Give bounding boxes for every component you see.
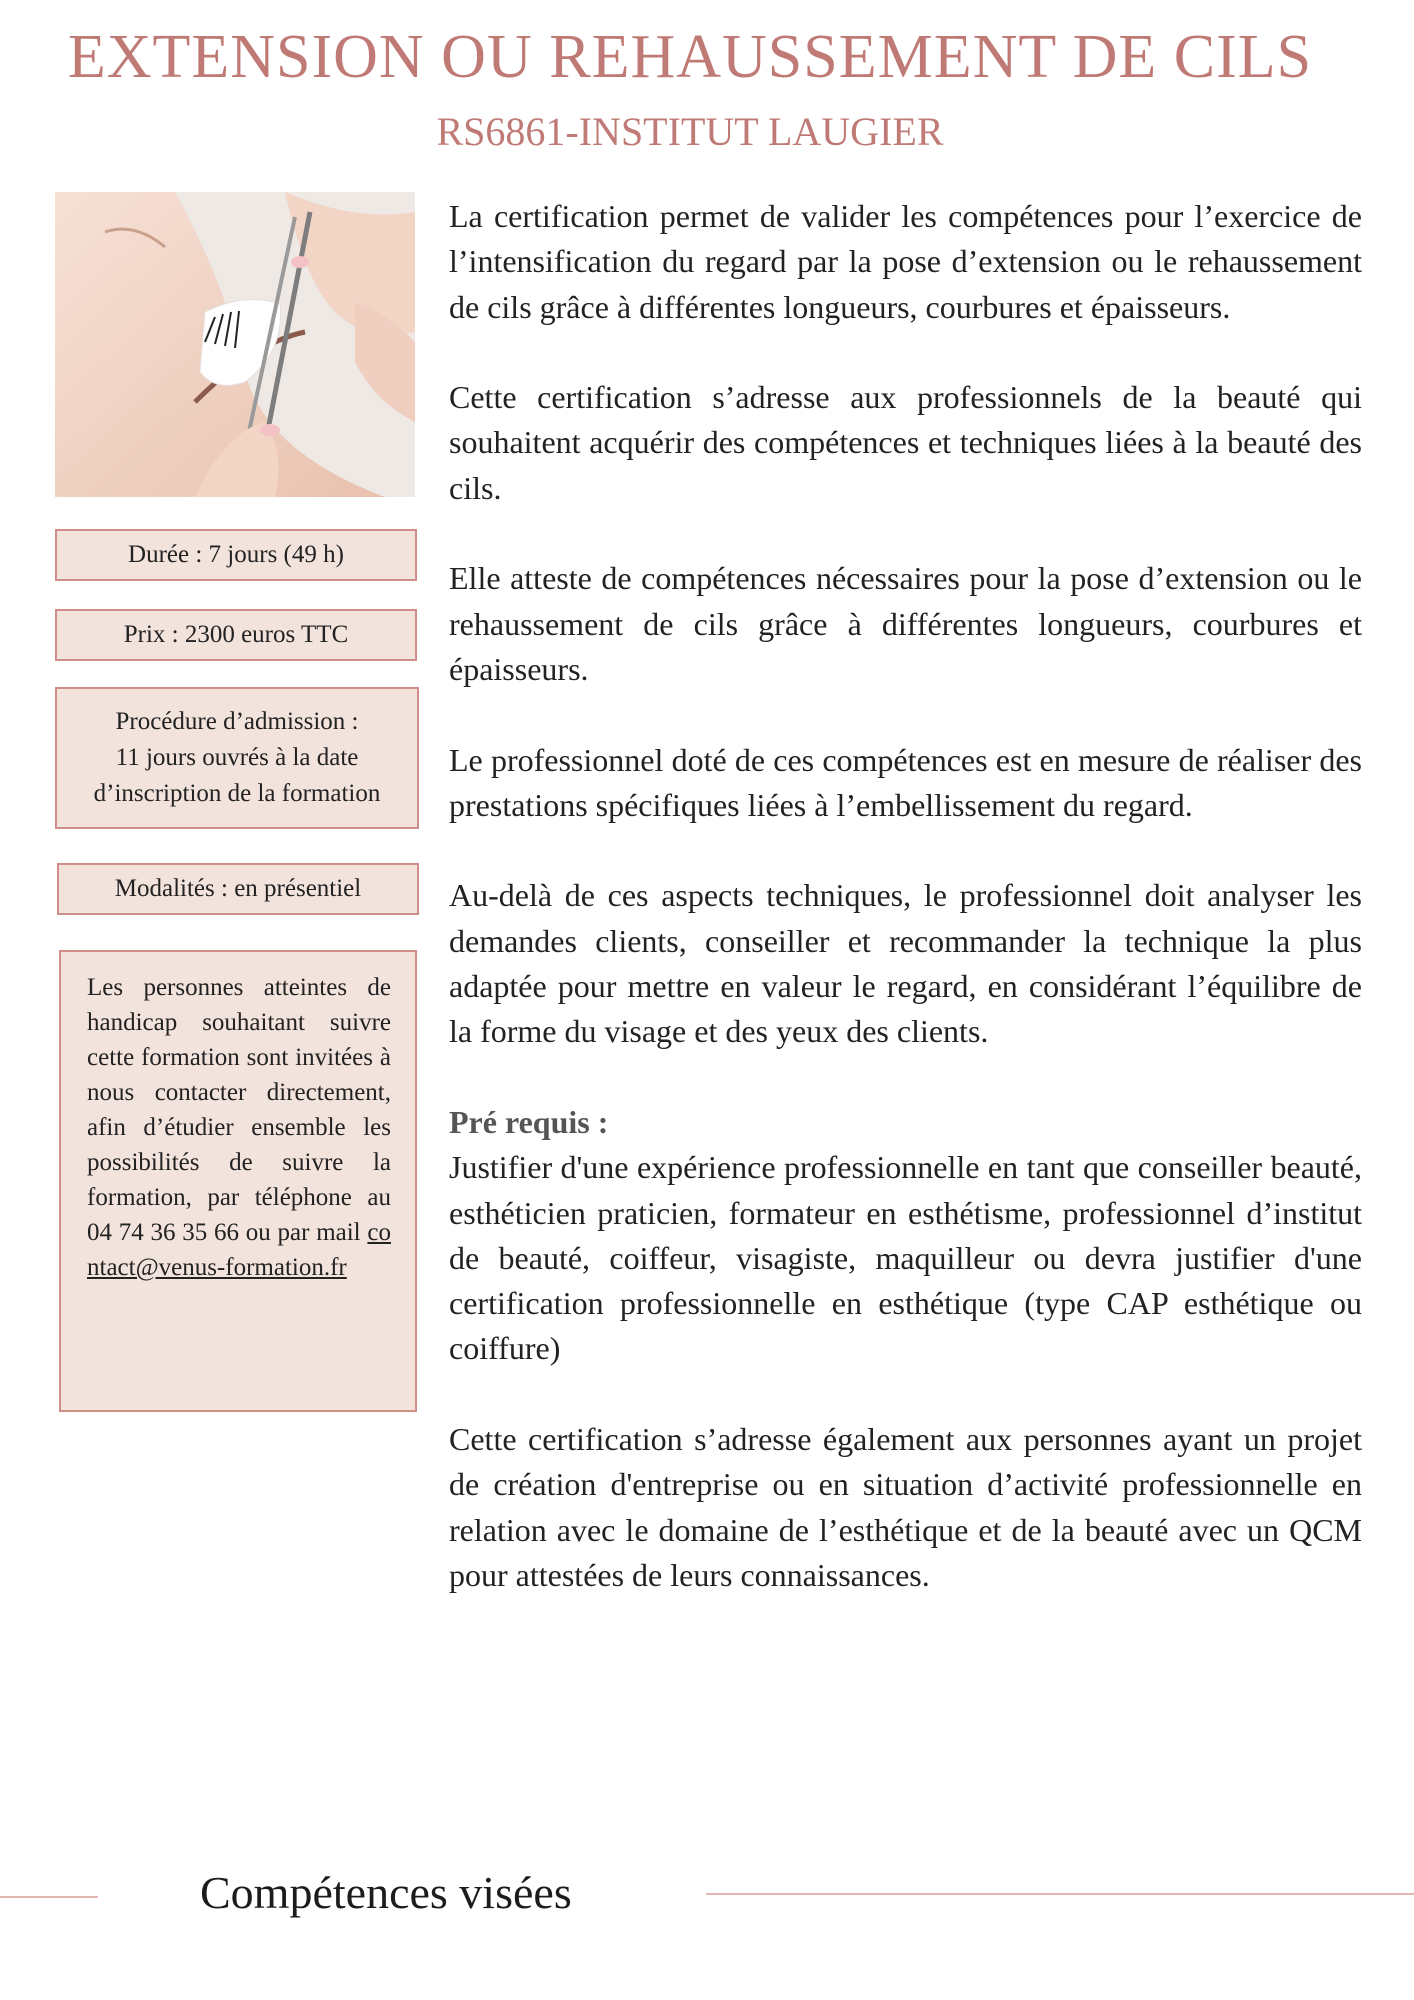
- skills-paragraph: Au-delà de ces aspects techniques, le professionnel doit analyser les demandes clients, conseiller et recommander la technique la plus adaptée pour mettre en valeur le regard, en considérant l’équilibre de la forme du visage et des yeux des clients.: [449, 877, 1362, 1050]
- professional-paragraph: Le professionnel doté de ces compétences est en mesure de réaliser des prestations spécifiques liées à l’embellissement du regard.: [449, 741, 1362, 823]
- eyelash-extension-photo: [55, 192, 415, 497]
- section-title: Compétences visées: [200, 1867, 572, 1918]
- attestation-paragraph: Elle atteste de compétences nécessaires pour la pose d’extension ou le rehaussement de cils grâce à différentes longueurs, courbures et épaisseurs.: [449, 560, 1362, 687]
- audience-paragraph: Cette certification s’adresse aux professionnels de la beauté qui souhaitent acquérir des compétences et techniques liées à la beauté des cils.: [449, 379, 1362, 506]
- modality-box: [57, 863, 419, 915]
- intro-paragraph: La certification permet de valider les compétences pour l’exercice de l’intensification du regard par la pose d’extension ou le rehaussement de cils grâce à différentes longueurs, courbures et épaisseurs.: [449, 198, 1362, 325]
- admission-procedure-delay: 11 jours ouvrés à la date: [115, 743, 359, 771]
- admission-procedure-detail: d’inscription de la formation: [93, 780, 381, 808]
- section-divider-right: [706, 1893, 1414, 1895]
- admission-procedure-label: Procédure d’admission :: [115, 707, 359, 735]
- accessibility-text: Les personnes atteintes de handicap souhaitant suivre cette formation sont invitées à nous contacter directement, afin d’étudier ensemble les possibilités de suivre la formation, par téléphone au 04 74 36 35 66 ou par mail: [87, 974, 391, 1246]
- price-box: [55, 609, 417, 661]
- prerequisites-heading: [449, 1100, 1362, 1145]
- price-text: Prix : 2300 euros TTC: [123, 620, 349, 648]
- modality-text: Modalités : en présentiel: [114, 874, 362, 902]
- page-title: EXTENSION OU REHAUSSEMENT DE CILS: [67, 23, 1313, 91]
- page-subtitle: RS6861-INSTITUT LAUGIER: [436, 109, 944, 154]
- admission-procedure-box: [55, 687, 419, 829]
- duration-box: [55, 529, 417, 581]
- contact-email-link[interactable]: contact@venus-formation.fr: [87, 1219, 392, 1281]
- duration-text: Durée : 7 jours (49 h): [128, 540, 344, 568]
- secondary-audience-paragraph: Cette certification s’adresse également aux personnes ayant un projet de création d'entreprise ou en situation d’activité professionnelle en relation avec le domaine de l’esthétique et de la beauté avec un QCM pour attestées de leurs connaissances.: [449, 1421, 1362, 1593]
- main-content: [449, 194, 1362, 1598]
- accessibility-box: [59, 950, 417, 1412]
- prerequisites-title: Pré requis :: [449, 1103, 609, 1140]
- section-divider-left: [0, 1896, 98, 1898]
- prerequisites-paragraph: Justifier d'une expérience professionnelle en tant que conseiller beauté, esthéticien praticien, formateur en esthétisme, professionnel d’institut de beauté, coiffeur, visagiste, maquilleur ou devra justifier d'une certification professionnelle en esthétique (type CAP esthétique ou coiffure): [449, 1149, 1362, 1367]
